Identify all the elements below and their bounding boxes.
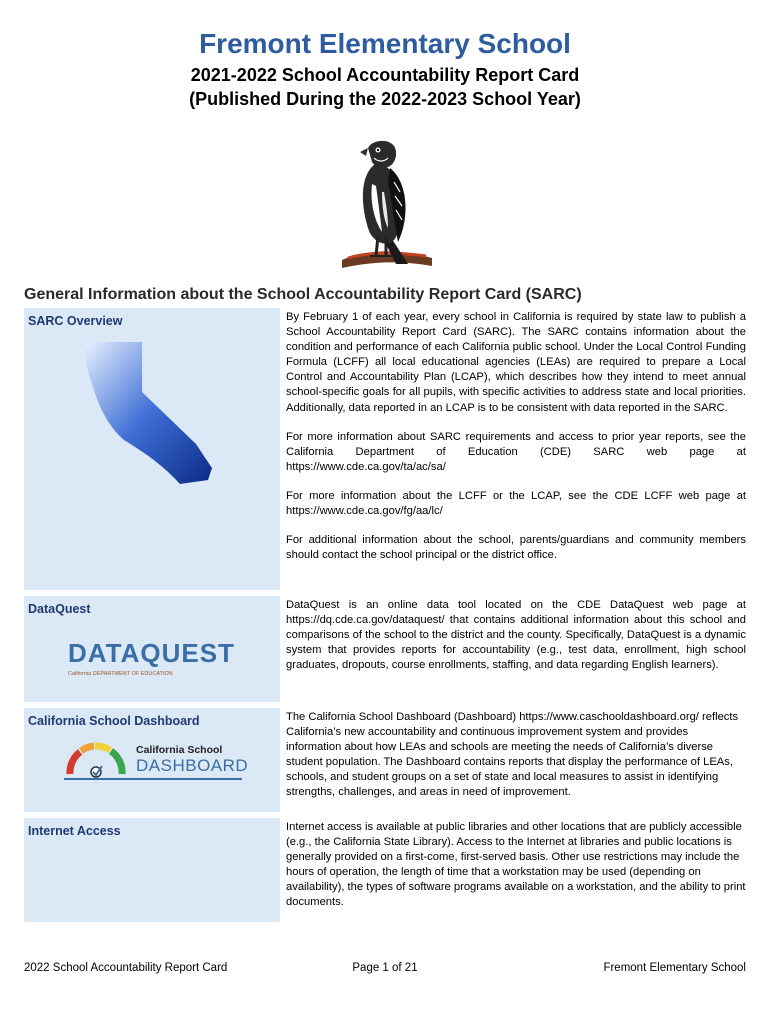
dashboard-text bbox=[286, 710, 746, 815]
dataquest-logo-subtext: California DEPARTMENT OF EDUCATION bbox=[68, 671, 173, 677]
dashboard-row bbox=[24, 708, 746, 812]
page-title: Fremont Elementary School bbox=[199, 28, 571, 59]
internet-access-row bbox=[24, 818, 746, 922]
dataquest-logo bbox=[68, 638, 238, 677]
hawk-mascot-image bbox=[338, 132, 434, 272]
dataquest-logo-text: DATAQUEST bbox=[68, 638, 235, 668]
footer-page-number: Page 1 of 21 bbox=[352, 962, 418, 974]
paragraph: For additional information about the school, parents/guardians and community members should contact the school principal or the district office. bbox=[286, 534, 746, 562]
dashboard-logo-line2: DASHBOARD bbox=[136, 756, 249, 775]
section-heading: General Information about the School Accountability Report Card (SARC) bbox=[24, 286, 582, 303]
footer-right: Fremont Elementary School bbox=[603, 962, 746, 974]
dashboard-logo-underline bbox=[64, 778, 242, 780]
dashboard-logo-line1: California School bbox=[136, 744, 223, 756]
dataquest-text bbox=[286, 598, 746, 687]
row-label: Internet Access bbox=[28, 824, 121, 838]
paragraph: For more information about the LCFF or the LCAP, see the CDE LCFF web page at https://www.cde.ca.gov/fg/aa/lc/ bbox=[286, 489, 746, 518]
paragraph: The California School Dashboard (Dashboard) https://www.caschooldashboard.org/ reflects California’s new accountability and continuous improvement system and provides information about how LEAs and schools are meeting the needs of California’s diverse student population. The Dashboard contains reports that display the performance of LEAs, schools, and student groups on a set of state and local measures to assist in identifying strengths, challenges, and areas in need of improvement. bbox=[286, 711, 739, 799]
internet-access-label-cell bbox=[24, 818, 280, 922]
paragraph: DataQuest is an online data tool located on the CDE DataQuest web page at https://dq.cde.ca.gov/dataquest/ that contains additional information about this school and comparisons of the school to the district and the county. Specifically, DataQuest is a dynamic system that provides reports for accountability (e.g., test data, enrollment, high school graduates, dropouts, course enrollments, staffing, and data regarding English learners). bbox=[286, 599, 746, 672]
paragraph: By February 1 of each year, every school in California is required by state law to publish a School Accountability Report Card (SARC). The SARC contains information about the condition and performance of each California public school. Under the Local Control Funding Formula (LCFF) all local educational agencies (LEAs) are required to prepare a Local Control and Accountability Plan (LCAP), which describes how they intend to meet annual school-specific goals for all pupils, with specific activities to address state and local priorities. Additionally, data reported in an LCAP is to be consistent with data reported in the SARC. bbox=[286, 311, 746, 414]
paragraph: For more information about SARC requirements and access to prior year reports, see the California Department of Education (CDE) SARC web page at https://www.cde.ca.gov/ta/ac/sa/ bbox=[286, 430, 746, 473]
dashboard-label-cell bbox=[24, 708, 280, 812]
sarc-overview-row bbox=[24, 308, 746, 590]
row-label: SARC Overview bbox=[28, 314, 123, 328]
dataquest-row bbox=[24, 596, 746, 702]
sarc-overview-label-cell bbox=[24, 308, 280, 590]
row-label: DataQuest bbox=[28, 602, 91, 616]
published-line: (Published During the 2022-2023 School Year) bbox=[189, 89, 581, 109]
paragraph: Internet access is available at public libraries and other locations that are publicly accessible (e.g., the California State Library). Access to the Internet at libraries and public locations is generally provided on a first-come, first-served basis. Other use restrictions may include the hours of operation, the length of time that a workstation may be used (depending on availability), the types of software programs available on a workstation, and the ability to print documents. bbox=[286, 821, 746, 909]
row-label: California School Dashboard bbox=[28, 714, 200, 728]
report-title: 2021-2022 School Accountability Report Card bbox=[190, 65, 580, 85]
dashboard-gauge-icon bbox=[64, 740, 128, 780]
internet-access-text bbox=[286, 820, 746, 925]
sarc-overview-text bbox=[286, 310, 746, 577]
california-map-image bbox=[80, 340, 220, 490]
footer-left: 2022 School Accountability Report Card bbox=[24, 962, 228, 974]
dataquest-label-cell bbox=[24, 596, 280, 702]
